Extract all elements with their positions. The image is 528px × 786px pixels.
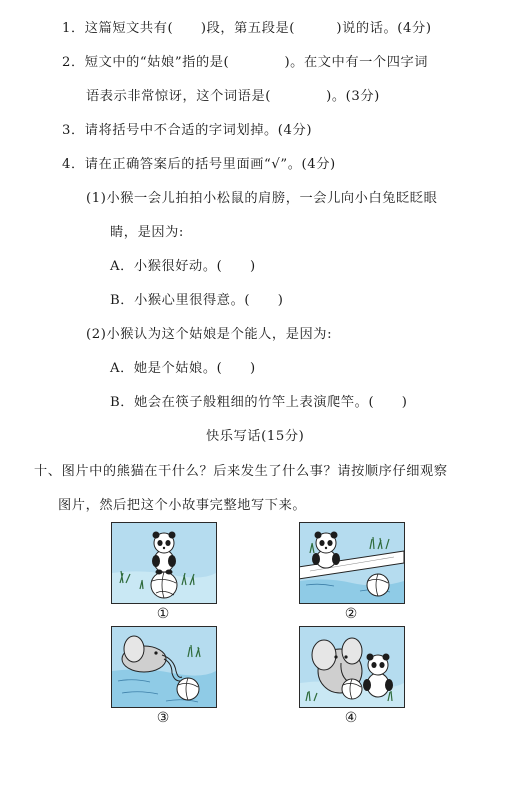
picture-4-elephant-and-panda: [299, 626, 405, 708]
question-4: 4．请在正确答案后的括号里面画“√”。(4分): [62, 157, 336, 172]
caption-3: ③: [156, 710, 170, 726]
question-4-2-option-a: A．她是个姑娘。( ): [110, 361, 256, 376]
picture-3-elephant-and-ball: [111, 626, 217, 708]
question-4-2-option-b: B．她会在筷子般粗细的竹竿上表演爬竿。( ): [110, 395, 408, 410]
writing-prompt-line-1: 十、图片中的熊猫在干什么？后来发生了什么事？请按顺序仔细观察: [34, 464, 448, 479]
caption-2: ②: [344, 606, 358, 622]
question-4-1-line-2: 睛，是因为:: [110, 225, 184, 240]
question-4-1-line-1: (1)小猴一会儿拍拍小松鼠的肩膀，一会儿向小白兔眨眨眼: [86, 191, 438, 206]
question-3: 3．请将括号中不合适的字词划掉。(4分): [62, 123, 313, 138]
question-4-2: (2)小猴认为这个姑娘是个能人，是因为:: [86, 327, 333, 342]
question-4-1-option-b: B．小猴心里很得意。( ): [110, 293, 284, 308]
writing-prompt-line-2: 图片，然后把这个小故事完整地写下来。: [58, 498, 307, 513]
picture-2-panda-on-log: [299, 522, 405, 604]
caption-4: ④: [344, 710, 358, 726]
question-2-line-2: 语表示非常惊讶，这个词语是( )。(3分): [86, 89, 380, 104]
section-title: 快乐写话(15分): [206, 429, 305, 444]
picture-1-panda-on-ball: [111, 522, 217, 604]
question-2-line-1: 2．短文中的“姑娘”指的是( )。在文中有一个四字词: [62, 55, 429, 70]
caption-1: ①: [156, 606, 170, 622]
question-1: 1．这篇短文共有( )段，第五段是( )说的话。(4分): [62, 21, 432, 36]
question-4-1-option-a: A．小猴很好动。( ): [110, 259, 256, 274]
